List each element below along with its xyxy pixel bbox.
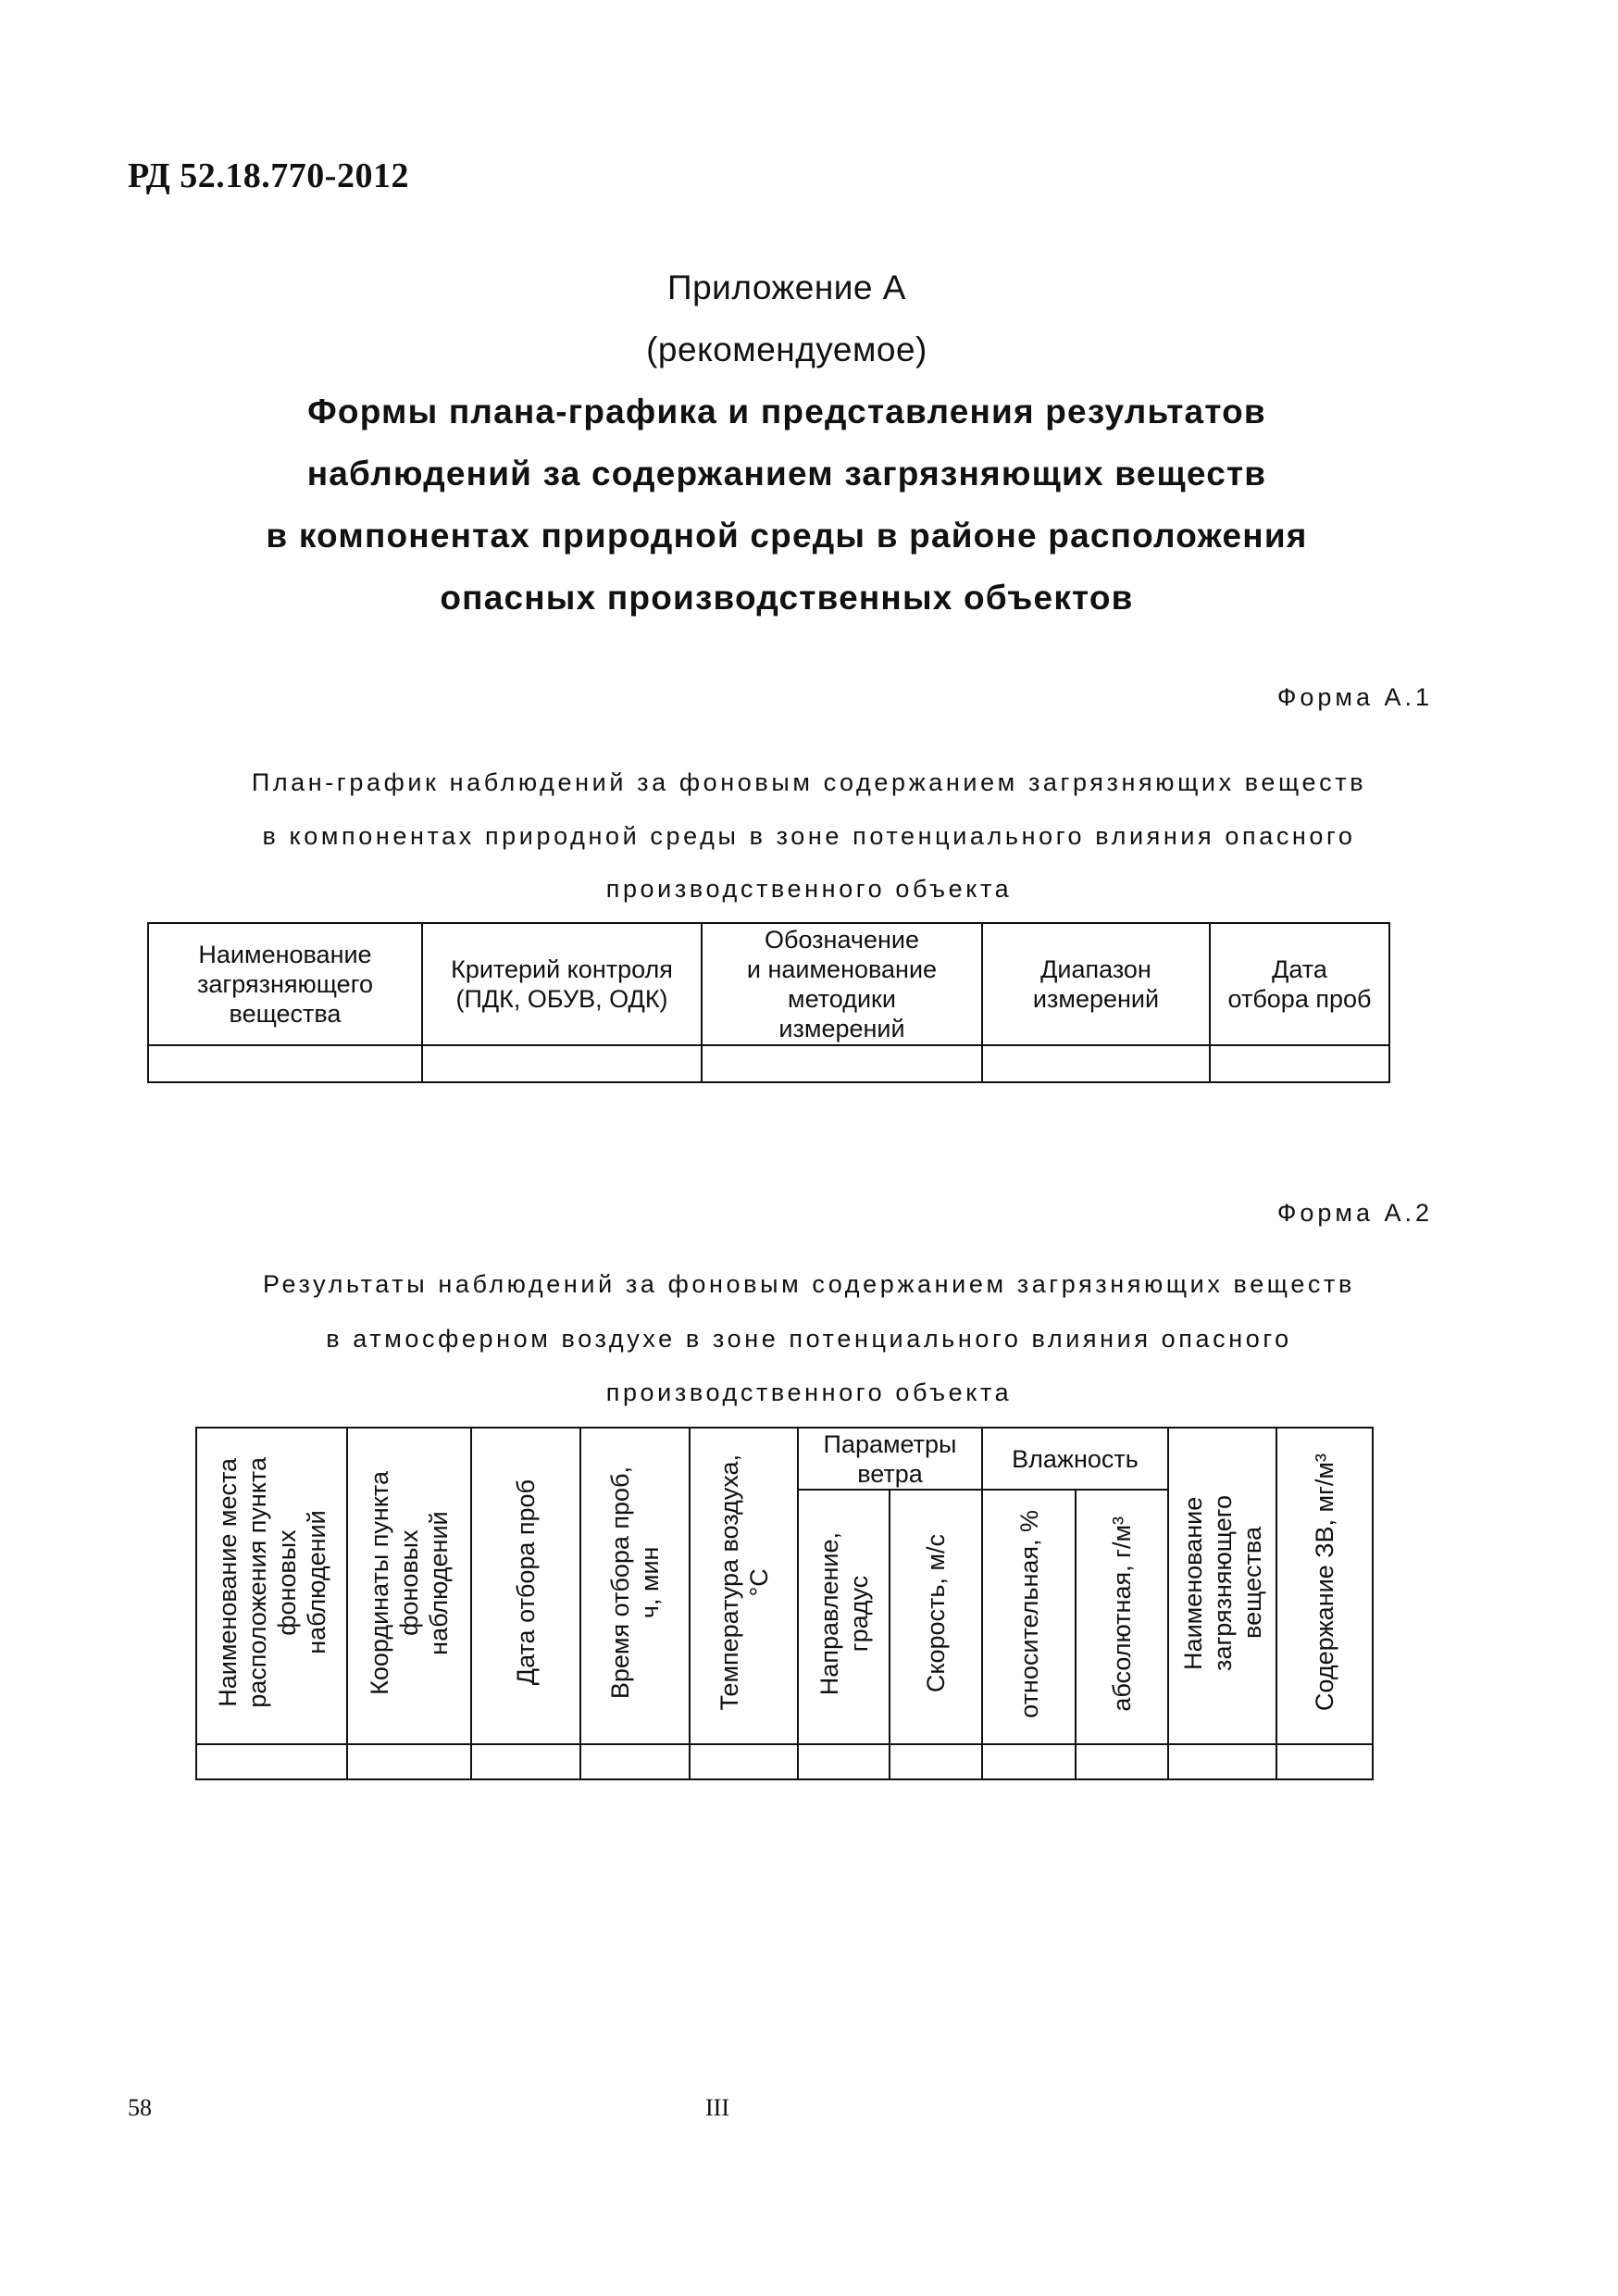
vertical-header [715,1454,774,1711]
header-line: Температура воздуха, [715,1454,743,1711]
header-line: Наименование места [213,1458,242,1707]
form-a1-label: Форма А.1 [1276,683,1433,711]
empty-cell [690,1744,798,1779]
form-a2-col-wind-group [798,1428,982,1490]
form-a1-col-date [1210,923,1389,1045]
empty-cell [982,1744,1076,1779]
header-line: Скорость, м/с [922,1534,950,1693]
form-a1-col-method [702,923,982,1045]
header-line: Дата [1272,955,1327,983]
form-a2-col-substance [1168,1428,1276,1744]
form-a2-caption-line: в атмосферном воздухе в зоне потенциального влияния опасного [326,1325,1292,1353]
appendix-title: Приложение А [667,268,906,306]
form-a1-caption-line: План-график наблюдений за фоновым содержанием загрязняющих веществ [251,768,1367,796]
header-line: наблюдений [302,1510,330,1655]
vertical-header [511,1479,541,1685]
header-line: Содержание ЗВ, мг/м³ [1311,1454,1339,1712]
header-line: ч, мин [636,1546,664,1619]
header-line: °С [744,1568,773,1597]
form-a1-caption-line: производственного объекта [605,875,1013,903]
header-line: вещества [229,1000,342,1028]
form-a2-col-date [471,1428,580,1744]
form-a2-col-content [1276,1428,1373,1744]
empty-cell [1168,1744,1276,1779]
appendix-heading-line: в компонентах природной среды в районе расположения [266,517,1308,555]
header-line: ветра [857,1459,923,1488]
form-a1-col-criterion [422,923,702,1045]
empty-cell [580,1744,690,1779]
document-code: РД 52.18.770-2012 [128,156,409,195]
form-a2-col-time [580,1428,690,1744]
appendix-status: (рекомендуемое) [646,331,927,368]
form-a1-col-range [982,923,1210,1045]
empty-cell [1076,1744,1168,1779]
header-line: загрязняющего [1208,1494,1237,1671]
header-line: вещества [1238,1527,1266,1639]
header-line: фоновых [272,1529,301,1636]
appendix-heading-line: Формы плана-графика и представления результатов [307,393,1266,430]
header-line: относительная, % [1014,1509,1043,1718]
form-a2-col-wind-direction [798,1490,890,1744]
vertical-header [1310,1454,1339,1711]
form-a2-col-coords [347,1428,471,1744]
header-line: Наименование [1178,1495,1207,1670]
header-line: Направление, [815,1531,843,1696]
page-number: 58 [128,2094,152,2121]
appendix-heading-line: опасных производственных объектов [440,579,1134,617]
vertical-header [365,1471,454,1695]
form-a2-empty-row [196,1744,1373,1779]
form-a2-label: Форма А.2 [1276,1199,1433,1227]
header-line: расположения пункта [243,1457,271,1708]
empty-cell [471,1744,580,1779]
empty-cell [422,1045,702,1082]
header-line: и наименование [746,955,938,983]
vertical-header [815,1532,874,1695]
header-line: абсолютная, г/м³ [1108,1516,1136,1712]
empty-cell [798,1744,890,1779]
vertical-header [921,1534,951,1692]
header-line: градус [844,1575,873,1653]
form-a2-header-row [196,1428,1373,1490]
vertical-header [1014,1510,1044,1718]
form-a2-col-wind-speed [890,1490,982,1744]
header-line: Обозначение [765,926,919,954]
empty-cell [148,1045,422,1082]
form-a1-caption-line: в компонентах природной среды в зоне потенциального влияния опасного [262,822,1356,850]
form-a2-caption-line: Результаты наблюдений за фоновым содержанием загрязняющих веществ [263,1270,1355,1298]
empty-cell [702,1045,982,1082]
header-line: Координаты пункта [366,1470,393,1695]
header-line: Дата отбора проб [512,1479,540,1686]
form-a1-table [147,922,1390,1083]
header-line: Время отбора проб, [606,1466,634,1700]
header-line: Параметры [823,1429,957,1458]
header-line: измерений [778,1015,905,1042]
form-a2-col-temperature [690,1428,798,1744]
form-a2-caption-line: производственного объекта [605,1379,1013,1406]
vertical-header [213,1457,331,1708]
form-a1-empty-row [148,1045,1389,1082]
empty-cell [1210,1045,1389,1082]
form-a2-col-humidity-absolute [1076,1490,1168,1744]
header-line: методики [788,985,896,1013]
vertical-header [1107,1516,1137,1712]
form-a2-col-humidity-group: Влажность [982,1428,1168,1490]
vertical-header [1178,1495,1267,1671]
form-a1-col-substance [148,923,422,1045]
vertical-header [605,1466,665,1699]
form-a2-col-humidity-relative [982,1490,1076,1744]
header-line: Диапазон [1040,955,1151,983]
header-line: измерений [1032,985,1160,1013]
form-a1-header-row [148,923,1389,1045]
empty-cell [890,1744,982,1779]
header-line: (ПДК, ОБУВ, ОДК) [455,985,668,1013]
section-roman-numeral: III [705,2094,729,2121]
header-line: Наименование [198,941,372,968]
form-a2-col-place [196,1428,347,1744]
header-line: фоновых [395,1529,423,1636]
header-line: загрязняющего [197,970,373,998]
empty-cell [982,1045,1210,1082]
header-line: отбора проб [1227,985,1372,1013]
empty-cell [1276,1744,1373,1779]
empty-cell [347,1744,471,1779]
form-a2-table [195,1427,1374,1780]
header-line: наблюдений [425,1510,453,1655]
header-line: Критерий контроля [451,955,673,983]
appendix-heading-line: наблюдений за содержанием загрязняющих веществ [306,455,1267,493]
empty-cell [196,1744,347,1779]
